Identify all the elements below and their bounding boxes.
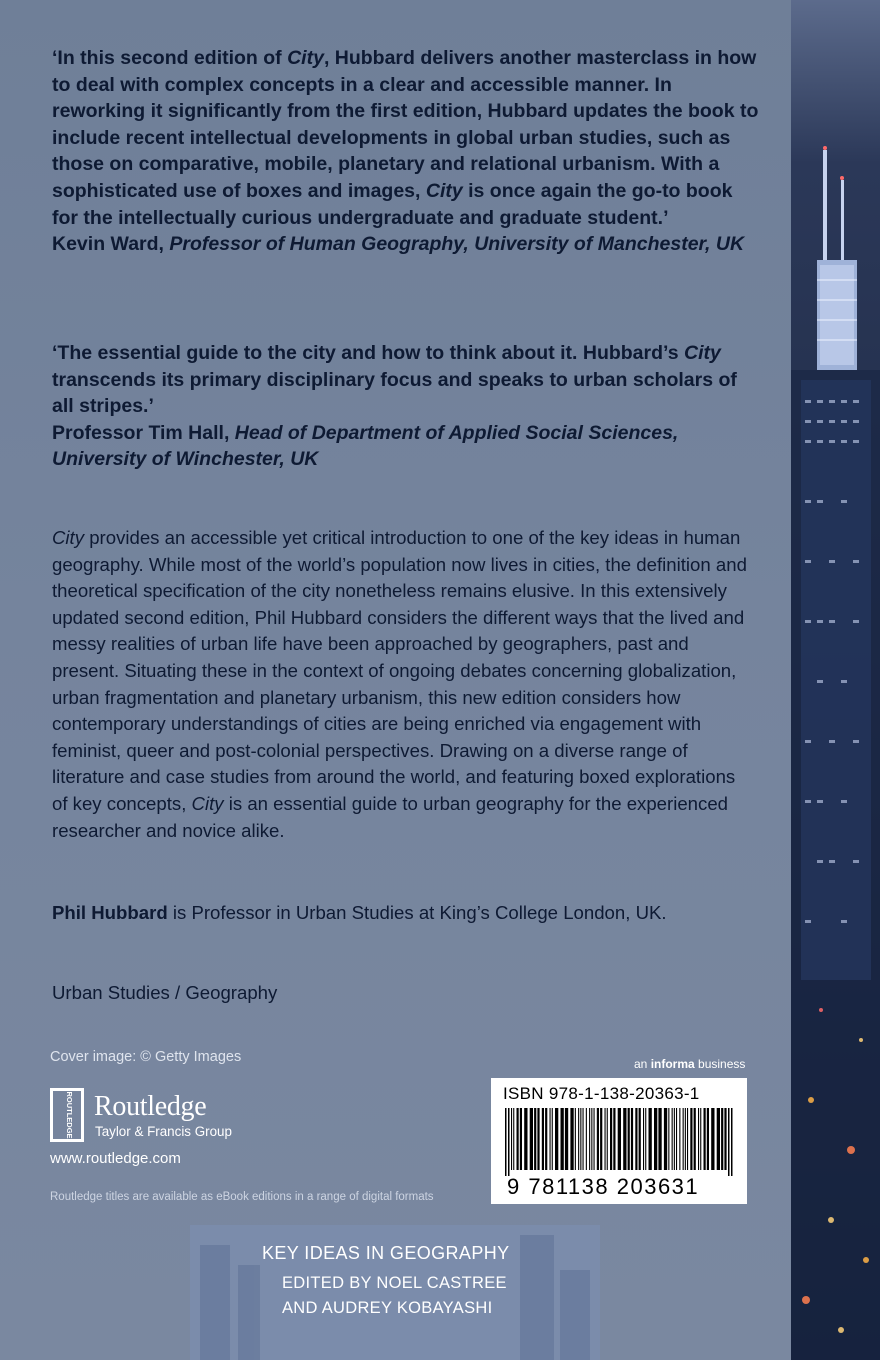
book-description <box>52 525 752 844</box>
isbn-barcode-box <box>491 1078 747 1204</box>
quote-attribution-name: Kevin Ward, <box>52 233 170 256</box>
barcode-bar <box>542 1108 544 1170</box>
barcode-bar <box>583 1108 584 1170</box>
barcode-bar <box>628 1108 630 1170</box>
informa-business-label: an informa business <box>634 1057 746 1071</box>
barcode-bar <box>700 1108 701 1170</box>
informa-brand: informa <box>650 1057 695 1071</box>
series-editors <box>282 1271 582 1321</box>
barcode-bar <box>586 1108 587 1170</box>
series-panel <box>190 1225 600 1360</box>
book-title-italic: City <box>287 47 324 69</box>
series-editors-line-1: EDITED BY NOEL CASTREE <box>282 1274 507 1292</box>
barcode-bar <box>607 1108 608 1170</box>
book-title-italic: City <box>191 792 224 814</box>
publisher-name: Routledge <box>94 1091 207 1122</box>
quote-text: ‘The essential guide to the city and how to think about it. Hubbard’s <box>52 342 684 364</box>
barcode-bar <box>570 1108 573 1170</box>
publisher-website: www.routledge.com <box>50 1150 181 1167</box>
series-title: KEY IDEAS IN GEOGRAPHY <box>262 1243 510 1263</box>
barcode-bar <box>679 1108 680 1170</box>
quote-attribution-role: Head of Department of Applied Social Sciences, University of Winchester, UK <box>52 421 679 471</box>
routledge-logo <box>50 1088 260 1144</box>
barcode-bar <box>724 1108 726 1170</box>
barcode-digits: 9 781138 203631 <box>507 1174 700 1199</box>
review-quote-1 <box>52 45 762 258</box>
barcode-bar <box>711 1108 714 1170</box>
book-title-italic: City <box>683 342 721 364</box>
routledge-mark-text: ROUTLEDGE <box>65 1091 74 1139</box>
author-name: Phil Hubbard <box>52 902 168 923</box>
book-title-italic: City <box>425 179 463 202</box>
description-text: provides an accessible yet critical introduction to one of the key ideas in human geography. While most of the world’s population now lives in cities, the definition and theoretical specification of the city nonetheless remains elusive. In this extensively updated second edition, Phil Hubbard considers the different ways that the lived and messy realities of urban life have been approached by geographers, past and present. Situating these in the context of ongoing debates concerning globalization, urban fragmentation and planetary urbanism, this new edition considers how contemporary understandings of cities are being enriched via engagement with feminist, queer and post-colonial perspectives. Drawing on a diverse range of literature and case studies from around the world, and featuring boxed explorations of key concepts, <box>52 527 747 814</box>
barcode-bar <box>676 1108 677 1170</box>
barcode-bar <box>561 1108 564 1170</box>
barcode-bar <box>530 1108 533 1170</box>
barcode-bar <box>694 1108 696 1170</box>
barcode-bar <box>658 1108 661 1170</box>
publisher-group: Taylor & Francis Group <box>95 1124 232 1139</box>
barcode-bar <box>545 1108 547 1170</box>
barcode-bar <box>672 1108 673 1170</box>
barcode-bar <box>537 1108 539 1170</box>
barcode-bar <box>618 1108 621 1170</box>
author-bio <box>52 900 772 926</box>
routledge-mark-icon <box>50 1088 84 1142</box>
barcode-bar <box>674 1108 675 1170</box>
barcode-bar <box>513 1108 514 1170</box>
barcode-bar <box>580 1108 581 1170</box>
barcode-bar <box>508 1108 510 1176</box>
barcode-bar <box>550 1108 551 1170</box>
description-text: is an essential guide to urban geography for the experienced researcher and novice alike. <box>52 792 728 841</box>
barcode-bar <box>654 1108 657 1170</box>
barcode-bar <box>524 1108 527 1170</box>
barcode-bar <box>635 1108 637 1170</box>
barcode-bar <box>728 1108 730 1176</box>
barcode-bar <box>575 1108 576 1170</box>
barcode-bar <box>591 1108 592 1170</box>
barcode-bar <box>685 1108 686 1170</box>
barcode-bar <box>721 1108 723 1170</box>
quote-attribution-role: Professor of Human Geography, University of Manchester, UK <box>169 233 745 256</box>
barcode-bar <box>643 1108 644 1170</box>
barcode-bar <box>613 1108 615 1170</box>
barcode-bar <box>690 1108 692 1170</box>
city-photo-strip <box>791 0 880 1360</box>
barcode-bar <box>511 1108 512 1170</box>
isbn-label: ISBN 978-1-138-20363-1 <box>503 1084 700 1103</box>
barcode-bar <box>717 1108 720 1170</box>
barcode-graphic <box>501 1108 737 1176</box>
review-quote-2 <box>52 340 762 473</box>
ebook-availability-note: Routledge titles are available as eBook editions in a range of digital formats <box>50 1191 434 1203</box>
quote-attribution-name: Professor Tim Hall, <box>52 421 235 444</box>
barcode-bar <box>687 1108 688 1170</box>
barcode-bar <box>517 1108 519 1170</box>
quote-text: transcends its primary disciplinary focus and speaks to urban scholars of all stripes.’ <box>52 368 737 418</box>
barcode-bar <box>552 1108 553 1170</box>
barcode-bar <box>589 1108 590 1170</box>
subject-category: Urban Studies / Geography <box>52 982 278 1003</box>
barcode-bar <box>698 1108 699 1170</box>
barcode-bar <box>649 1108 652 1170</box>
author-bio-text: is Professor in Urban Studies at King’s College London, UK. <box>167 902 667 923</box>
quote-text: , Hubbard delivers another masterclass in how to deal with complex concepts in a clear and accessible manner. In reworking it significantly from the first edition, Hubbard updates the book to include recent intellectual developments in global urban studies, such as those on comparative, mobile, planetary and relational urbanism. With a sophisticated use of boxes and images, <box>52 47 759 202</box>
barcode-bar <box>534 1108 536 1170</box>
quote-text: is once again the go-to book for the intellectually curious undergraduate and graduate student.’ <box>52 179 733 229</box>
barcode-bar <box>600 1108 602 1170</box>
barcode-bar <box>594 1108 595 1170</box>
barcode-bar <box>610 1108 612 1170</box>
barcode-bar <box>520 1108 522 1170</box>
barcode-bar <box>731 1108 733 1176</box>
barcode-bar <box>555 1108 558 1170</box>
barcode-bar <box>704 1108 706 1170</box>
city-skyline-image <box>791 0 880 1360</box>
series-editors-line-2: AND AUDREY KOBAYASHI <box>282 1299 493 1317</box>
barcode-bar <box>707 1108 709 1170</box>
barcode-bar <box>597 1108 599 1170</box>
barcode-bar <box>639 1108 641 1170</box>
barcode-bar <box>505 1108 507 1176</box>
barcode-bar <box>565 1108 568 1170</box>
barcode-bar <box>664 1108 667 1170</box>
cover-image-credit: Cover image: © Getty Images <box>50 1049 242 1065</box>
book-title-italic: City <box>52 527 85 548</box>
barcode-bar <box>578 1108 579 1170</box>
barcode-bar <box>623 1108 626 1170</box>
barcode-bar <box>683 1108 684 1170</box>
barcode-bar <box>668 1108 669 1170</box>
barcode-bar <box>605 1108 606 1170</box>
quote-text: ‘In this second edition of <box>52 47 288 69</box>
barcode-bar <box>645 1108 646 1170</box>
barcode-bar <box>631 1108 633 1170</box>
